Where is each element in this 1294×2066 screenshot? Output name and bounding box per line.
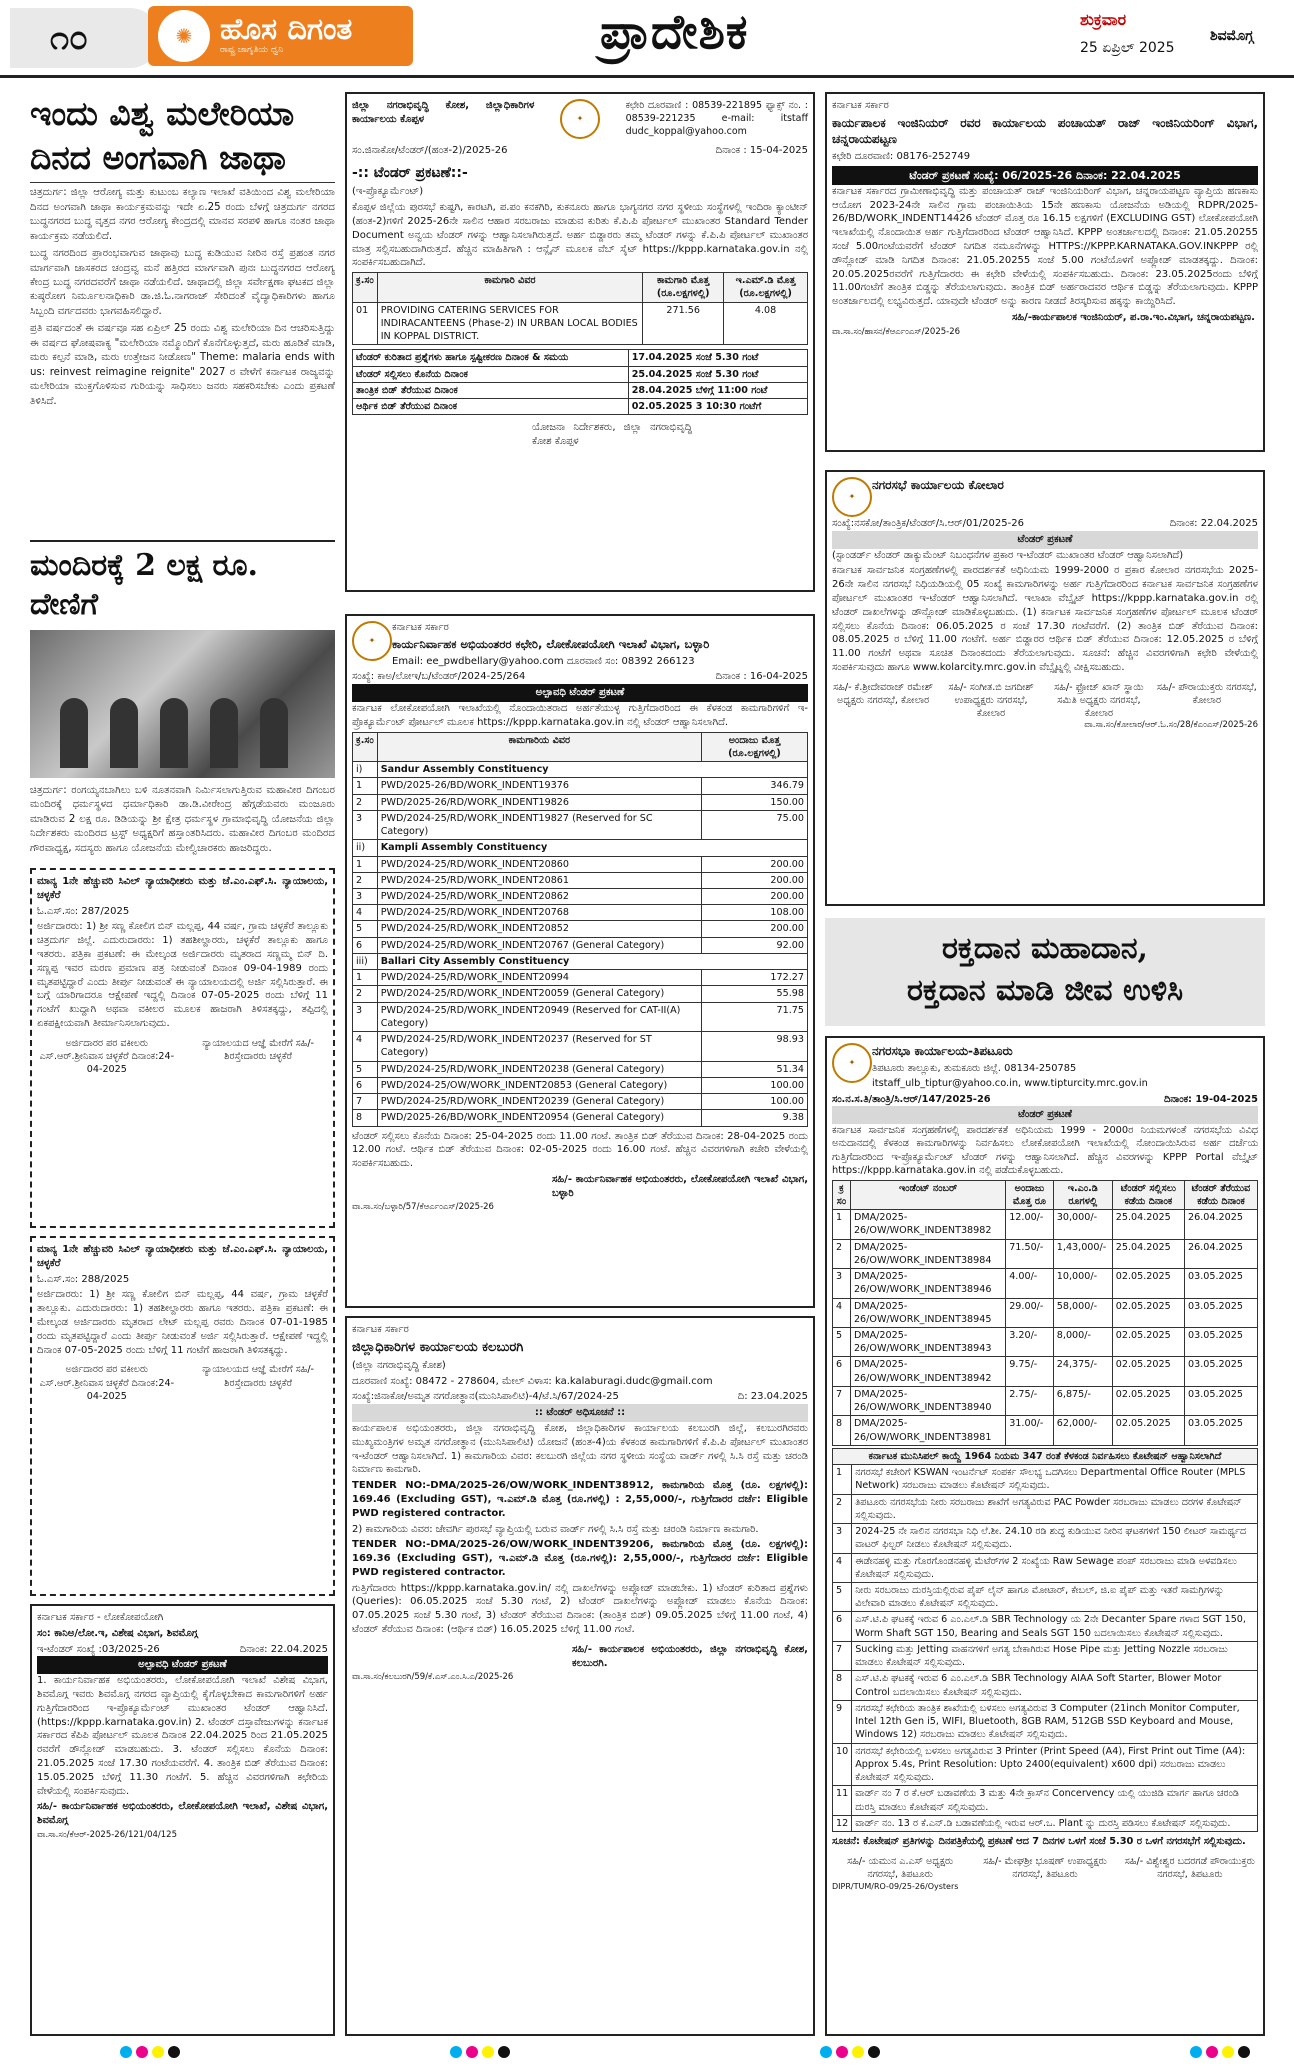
news-photo [30,630,335,778]
article-headline: ಇಂದು ವಿಶ್ವ ಮಲೇರಿಯಾ ದಿನದ ಅಂಗವಾಗಿ ಜಾಥಾ [30,94,295,177]
tender-signature: ಸಹಿ/- ಕಾರ್ಯನಿರ್ವಾಹಕ ಅಭಿಯಂತರರು, ಲೋಕೋಪಯೋಗಿ ಇಲಾಖೆ ವಿಭಾಗ, ಬಳ್ಳಾರಿ [552,1173,808,1199]
article-paragraph: ಚಿತ್ರದುರ್ಗ: ಜಿಲ್ಲಾ ಆರೋಗ್ಯ ಮತ್ತು ಕುಟುಂಬ ಕಲ್ಯಾಣ ಇಲಾಖೆ ವತಿಯಿಂದ ವಿಶ್ವ ಮಲೇರಿಯಾ ದಿನದ ಅಂಗವಾಗಿ ಜಾಥಾ ಕಾರ್ಯಕ್ರಮವನ್ನು ಇದೇ ಏ.25 ರಂದು ಬೆಳಗ್ಗೆ ಚಿತ್ರದುರ್ಗ ನಗರದ ಬುದ್ಧನಗರದ ಬುದ್ಧ ವೃತ್ತದ ನಗರ ಆರೋಗ್ಯ ಕೇಂದ್ರದಲ್ಲಿ ಮಾನವ ಸರಪಳಿ ಹಾಗೂ ನಂತರ ಜಾಥಾ ಕಾರ್ಯಕ್ರಮ ನಡೆಯಲಿದೆ. [30,187,335,242]
kalaburagi-tender [345,1316,815,2036]
table-row: 2 PWD/2024-25/RD/WORK_INDENT20059 (General Category) 55.98 [353,986,808,1002]
notice-title: ಮಾನ್ಯ 1ನೇ ಹೆಚ್ಚುವರಿ ಸಿವಿಲ್ ನ್ಯಾಯಾಧೀಶರು ಮತ್ತು ಜೆ.ಎಂ.ಎಫ್.ಸಿ. ನ್ಯಾಯಾಲಯ, ಚಳ್ಳಕೆರೆ [37,876,328,901]
advocate-signature: ಅರ್ಜಿದಾರರ ಪರ ವಕೀಲರು ಎಸ್.ಆರ್.ಶ್ರೀನಿವಾಸ ಚಳ್ಳಕೆರೆ ದಿನಾಂಕ:24-04-2025 [39,1364,175,1402]
office-name: ಕಾರ್ಯನಿರ್ವಾಹಕ ಅಭಿಯಂತರರ ಕಛೇರಿ, ಲೋಕೋಪಯೋಗಿ ಇಲಾಖೆ ವಿಭಾಗ, ಬಳ್ಳಾರಿ [392,636,710,651]
masthead [0,0,1294,78]
table-row: 4 DMA/2025-26/OW/WORK_INDENT38945 29.00/- 58,000/- 02.05.2025 03.05.2025 [833,1298,1258,1327]
tender-body: ಕರ್ನಾಟಕ ಸರ್ಕಾರದ ಗ್ರಾಮೀಣಾಭಿವೃದ್ಧಿ ಮತ್ತು ಪಂಚಾಯತ್ ರಾಜ್ ಇಂಜಿನಿಯರಿಂಗ್ ವಿಭಾಗ, ಚನ್ನರಾಯಪಟ್ಟಣ ವ್ಯಾಪ್ತಿಯ ಹಣಕಾಸು ಆಯೋಗ 2023-24ನೇ ಸಾಲಿನ ಗ್ರಾಮ ಪಂಚಾಯಿತಿಯ 15ನೇ ಹಣಕಾಸು ಯೋಜನೆಯ ಅಡಿಯಲ್ಲಿ RDPR/2025-26/BD/WORK_INDENT14426 ಟೆಂಡರ್ ಮೊತ್ತ ರೂ 16.15 ಲಕ್ಷಗಳಿಗೆ (EXCLUDING GST) ಲೋಕೋಪಯೋಗಿ ಇಲಾಖೆಯಲ್ಲಿ ನೊಂದಾಯಿತ ಅರ್ಹ ಗುತ್ತಿಗೆದಾರರಿಂದ ಟೆಂಡರ್ ಆಹ್ವಾನಿಸಿದೆ. KPPP ಅಂತರ್ಜಾಲದಲ್ಲಿ ದಿನಾಂಕ: 21.05.20255 ಸಂಜೆ 5.00ಗಂಟೆಯವರೆಗೆ ಟೆಂಡರ್ ನಿಗದಿತ ನಮೂನೆಗಳನ್ನು HTTPS://KPPP.KARNATAKA.GOV.INKPPP ರಲ್ಲಿ ಡೌನ್ಲೋಡ್ ಮಾಡಿ ನಿಗದಿತ ದಿನಾಂಕ: 21.05.20255 ಸಂಜೆ 5.00 ಗಂಟೆಯೊಳಗೆ ಅಪ್ಲೋಡ್ ಮಾಡತಕ್ಕದ್ದು. ದಿನಾಂಕ: 20.05.2025ರವರೆಗೆ ಗುತ್ತಿಗೆದಾರರು ಈ ಕಛೇರಿ ವೇಳೆಯಲ್ಲಿ ಸಂಪರ್ಕಿಸಬಹುದು. ದಿನಾಂಕ: 23.05.2025ರಂದು ಬೆಳಿಗ್ಗೆ 11.00ಗಂಟೆಗೆ ತಾಂತ್ರಿಕ ಬಿಡ್ಡನ್ನು ತೆರೆಯಲಾಗುವುದು. ತಾಂತ್ರಿಕ ಬಿಡ್ ಅರ್ಹರಾದವರ ಆರ್ಥಿಕ ಬಿಡ್ಡನ್ನು ತೆರೆಯಲಾಗುವುದು. KPPP ಅಂತರ್ಜಾಲದಲ್ಲಿ ಲಭ್ಯವಿರುತ್ತದೆ. ಯಾವುದೇ ಟೆಂಡರ್ ಅನ್ನು ಕಾರಣ ನೀಡದೆ ತಿರಸ್ಕರಿಸುವ ಹಕ್ಕನ್ನು ಕಾಯ್ದಿರಿಸಿದೆ. [832,185,1258,308]
table-row: 01 PROVIDING CATERING SERVICES FOR INDIRACANTEENS (Phase-2) IN URBAN LOCAL BODIES IN KOPPAL DISTRICT. 271.56 4.08 [353,302,808,345]
table-row: 6 ಎಸ್.ಟಿ.ಪಿ ಘಟಕಕ್ಕೆ ಇರುವ 6 ಎಂ.ಎಲ್.ಡಿ SBR Technology ಯ 2ನೇ Decanter Spare ಗಳಾದ SGT 150, Worm Shaft SGT 150, Bearing and Seals SGT 150 ಬದಲಾಯಿಸಲು ಕೊಟೇಷನ್ ಸಲ್ಲಿಸುವುದು. [833,1612,1258,1641]
advocate-signature: ಅರ್ಜಿದಾರರ ಪರ ವಕೀಲರು ಎಸ್.ಆರ್.ಶ್ರೀನಿವಾಸ ಚಳ್ಳಕೆರೆ ದಿನಾಂಕ:24-04-2025 [39,1037,175,1076]
karnataka-emblem-icon: ✦ [352,621,392,661]
office-subtitle: ತಿಪಟೂರು ತಾಲ್ಲೂಕು, ತುಮಕೂರು ಜಿಲ್ಲೆ. 08134-250785 [872,1062,1077,1074]
table-row: 4 PWD/2024-25/RD/WORK_INDENT20237 (Reserved for ST Category) 98.93 [353,1032,808,1061]
table-row: 6 DMA/2025-26/OW/WORK_INDENT38942 9.75/- 24,375/- 02.05.2025 03.05.2025 [833,1357,1258,1386]
table-row: 5 PWD/2024-25/RD/WORK_INDENT20852 200.00 [353,921,808,937]
table-row: 10 ನಗರಸಭೆ ಕಛೇರಿಯಲ್ಲಿ ಬಳಸಲು ಅಗತ್ಯವಿರುವ 3 Printer (Print Speed (A4), First Print out Time (A4): Approx 5.4s, Print Resolution: Upto 2400(equivalent) x600 dpi) ಸರಬರಾಜು ಮಾಡಲು ಕೊಟೇಷನ್ ಸಲ್ಲಿಸುವುದು. [833,1743,1258,1786]
table-row: 5 PWD/2024-25/RD/WORK_INDENT20238 (General Category) 51.34 [353,1061,808,1077]
table-row: 3 PWD/2024-25/RD/WORK_INDENT20862 200.00 [353,888,808,904]
tender-subtitle: (ಸ್ಟಾಂಡರ್ಡ್ ಟೆಂಡರ್ ಡಾಕ್ಯುಮೆಂಟ್ ನಿಬಂಧನೆಗಳ ಪ್ರಕಾರ ಇ-ಟೆಂಡರ್ ಮುಖಾಂತರ ಟೆಂಡರ್ ಆಹ್ವಾನಿಸಲಾಗಿದೆ) [832,549,1184,561]
table-row: ಆರ್ಥಿಕ ಬಿಡ್ ತೆರೆಯುವ ದಿನಾಂಕ 02.05.2025 3 10:30 ಗಂಟೆಗೆ [353,399,808,415]
table-row: 4 ಈಡೇನಹಳ್ಳಿ ಮತ್ತು ಗೊರಗೊಂಡನಹಳ್ಳಿ ಮೆಟೆರ್‌ಗಳ 2 ಸಂಖ್ಯೆಯ Raw Sewage ಪಂಪ್ ಸರಬರಾಜು ಮಾಡಿ ಅಳವಡಿಸಲು ಕೊಟೇಷನ್ ಸಲ್ಲಿಸುವುದು. [833,1553,1258,1582]
tender-body: ಕೊಪ್ಪಳ ಜಿಲ್ಲೆಯ ಪುರಸಭೆ ಕುಷ್ಟಗಿ, ಕಾರಟಗಿ, ಪ.ಪಂ ಕನಕಗಿರಿ, ಕುಕನೂರು ಹಾಗೂ ಭಾಗ್ಯನಗರ ನಗರ ಸ್ಥಳೀಯ ಸಂಸ್ಥೆಗಳಲ್ಲಿ ಇಂದಿರಾ ಕ್ಯಾಂಟೀನ್ (ಹಂತ-2)ಗಳಿಗೆ 2025-26ನೇ ಸಾಲಿನ ಆಹಾರ ಸರಬರಾಜು ಮಾಡುವ ಕುರಿತು ಕೆ.ಪಿ.ಪಿ ಪೋರ್ಟಲ್ ಮುಖಾಂತರ Standard Tender Document ಅನ್ವಯ ಟೆಂಡರ್ ಗಳನ್ನು ಆಹ್ವಾನಿಸಲಾಗಿರುತ್ತದೆ. ಅರ್ಹ ಬಿಡ್ದಾರರು ತಮ್ಮ ಟೆಂಡರ್ ಗಳನ್ನು ಕೆ.ಪಿ.ಪಿ ಪೋರ್ಟಲ್ ಮುಖಾಂತರ ಮಾತ್ರ ಸಲ್ಲಿಸಬಹುದಾಗಿರುತ್ತದೆ. ಹೆಚ್ಚಿನ ಮಾಹಿತಿಗಾಗಿ : ಆನ್ಲೈನ್ ಮೂಲಕ ವೆಬ್ ಸೈಟ್ https://kppp.karnataka.gov.in ನಲ್ಲಿ ಸಂಪರ್ಕಿಸಬಹುದಾಗಿದೆ. [352,202,808,269]
ad-reference: ವಾ.ಸಾ.ಸಂ/ಕೋಲಾರ/ಆರ್.ಓ.ಸಂ/28/ಕೆಎಂಎಸ್/2025-26 [1084,720,1258,731]
table-row: 2 PWD/2024-25/RD/WORK_INDENT20861 200.00 [353,872,808,888]
tender-item-1: TENDER NO:-DMA/2025-26/OW/WORK_INDENT38912, ಕಾಮಗಾರಿಯ ಮೊತ್ತ (ರೂ. ಲಕ್ಷಗಳಲ್ಲಿ): 169.46 (Excluding GST), ಇ.ಎಮ್.ಡಿ ಮೊತ್ತ (ರೂ.ಗಳಲ್ಲಿ) : 2,55,000/-, ಗುತ್ತಿಗೆದಾರರ ದರ್ಜೆ: Eligible PWD registered contractor. [352,1480,808,1519]
office-name: ಜಿಲ್ಲಾ ನಗರಾಭಿವೃದ್ಧಿ ಕೋಶ, ಜಿಲ್ಲಾಧಿಕಾರಿಗಳ ಕಾರ್ಯಾಲಯ ಕೊಪ್ಪಳ [352,100,535,125]
tender-subtitle: (ಇ-ಪ್ರೊಕ್ಯೂರ್ಮೆಂಟ್) [352,186,424,198]
tender-number: ಸಂಖ್ಯೆ:ನಸಕೋ/ತಾಂತ್ರಿಕ/ಟೆಂಡರ್/ಸಿ.ಆರ್/01/2025-26 [832,518,1024,529]
table-row: 6 PWD/2024-25/RD/WORK_INDENT20767 (General Category) 92.00 [353,937,808,953]
tender-dates-table [352,349,808,415]
tender-signature: ಸಹಿ/- ಕಾರ್ಯಪಾಲಕ ಅಭಿಯಂತರರು, ಜಿಲ್ಲಾ ನಗರಾಭಿವೃದ್ಧಿ ಕೋಶ, ಕಲಬುರಗಿ. [572,1643,808,1669]
court-signature: ನ್ಯಾಯಾಲಯದ ಆಜ್ಞೆ ಮೇರೆಗೆ ಸಹಿ/- ಶಿರಸ್ತೇದಾರರು ಚಳ್ಳಕೆರೆ [202,1037,315,1062]
table-group-row: ii) Kampli Assembly Constituency [353,840,808,856]
article-headline: ಮಂದಿರಕ್ಕೆ 2 ಲಕ್ಷ ರೂ. ದೇಣಿಗೆ [30,548,258,622]
quotation-table [832,1448,1258,1832]
tender-number: ಸಂ.ನ.ಸ.ತಿ/ತಾಂತ್ರಿ/ಸಿ.ಆರ್/147/2025-26 [832,1093,991,1105]
ad-reference: ವಾ.ಸಾ.ಸಂ/ಕೆಆರ್-2025-26/121/04/125 [37,1829,177,1840]
case-number: ಓ.ಎಸ್.ಸಂ: 288/2025 [37,1273,130,1285]
article-paragraph: ಚಿತ್ರದುರ್ಗ: ರಂಗಯ್ಯನಬಾಗಿಲು ಬಳಿ ನೂತನವಾಗಿ ನಿರ್ಮಿಸಲಾಗುತ್ತಿರುವ ಮಹಾವೀರ ದಿಗಂಬರ ಮಂದಿರಕ್ಕೆ ಧರ್ಮಸ್ಥಳದ ಧರ್ಮಾಧಿಕಾರಿ ಡಾ.ಡಿ.ವೀರೇಂದ್ರ ಹೆಗ್ಗಡೆಯವರು ಮಂಜೂರು ಮಾಡಿರುವ 2 ಲಕ್ಷ ರೂ. ಡಿಡಿಯನ್ನು ಶ್ರೀ ಕ್ಷೇತ್ರ ಧರ್ಮಸ್ಥಳ ಗ್ರಾಮಾಭಿವೃದ್ಧಿ ಯೋಜನೆಯ ಜಿಲ್ಲಾ ನಿರ್ದೇಶಕರು ಮಂದಿರದ ಟ್ರಸ್ಟ್ ಅಧ್ಯಕ್ಷರಿಗೆ ಹಸ್ತಾಂತರಿಸಿದರು. ಮಹಾವೀರ ದಿಗಂಬರ ಮಂದಿರದ ಗೌರವಾಧ್ಯಕ್ಷ, ಸದಸ್ಯರು ಹಾಗೂ ಯೋಜನೆಯ ಮೇಲ್ವಿಚಾರಕರು ಹಾಜರಿದ್ದರು. [30,785,335,854]
tender-date: ದಿನಾಂಕ : 15-04-2025 [715,145,808,157]
ad-reference: ವಾ.ಸಾ.ಸಂ/ಬಳ್ಳಾರಿ/57/ಕೆಆರ್ಎಂಎಸ್/2025-26 [352,1202,494,1213]
office-name: ಜಿಲ್ಲಾಧಿಕಾರಿಗಳ ಕಾರ್ಯಾಲಯ ಕಲಬುರಗಿ [352,1339,524,1355]
municipal-emblem-icon: ✦ [832,477,872,517]
table-row: 8 PWD/2025-26/BD/WORK_INDENT20954 (General Category) 9.38 [353,1110,808,1126]
tender-signature: ಯೋಜನಾ ನಿರ್ದೇಶಕರು, ಜಿಲ್ಲಾ ನಗರಾಭಿವೃದ್ಧಿ ಕೋಶ ಕೊಪ್ಪಳ [532,422,692,448]
case-number: ಓ.ಎಸ್.ಸಂ: 287/2025 [37,905,130,917]
table-row: 1 PWD/2024-25/RD/WORK_INDENT20860 200.00 [353,856,808,872]
court-notice-1 [30,868,335,1228]
signatory: ಸಹಿ/- ಪೌರಾಯುಕ್ತರು ನಗರಸಭೆ, ಕೋಲಾರ [1156,681,1257,706]
notice-body: ಅರ್ಜಿದಾರರು: 1) ಶ್ರೀ ಸಣ್ಣ ಕೋಲಿಗ ಬಿನ್ ಮಲ್ಲಪ್ಪ, 44 ವರ್ಷ, ಗ್ರಾಮ ಚಳ್ಳಕೆರೆ ತಾಲ್ಲೂಕು. ಎದುರುದಾರರು: 1) ತಹಶೀಲ್ದಾರರು ಹಾಗೂ ಇತರರು. ಪತ್ರಿಕಾ ಪ್ರಕಟಣೆ: ಈ ಮೇಲ್ಕಂಡ ಅರ್ಜಿದಾರರು ಮೃತರಾದ ಲೇಟ್ ಮಲ್ಲಪ್ಪ ರವರು ದಿನಾಂಕ 07-01-1985 ರಂದು ಮೃತಪಟ್ಟಿದ್ದಾರೆ ಎಂದು ತೀರ್ಪು ನೀಡುವಂತೆ ಅರ್ಜಿ ಸಲ್ಲಿಸಿರುತ್ತಾರೆ. ಆಕ್ಷೇಪಣೆ ಇದ್ದಲ್ಲಿ ದಿನಾಂಕ 07-05-2025 ರಂದು ಬೆಳಿಗ್ಗೆ 11 ಗಂಟೆಗೆ ಹಾಜರಾಗಿ ತಿಳಿಸತಕ್ಕದ್ದು. [37,1289,328,1356]
table-row: 9 ನಗರಸಭೆ ಕಛೇರಿಯ ತಾಂತ್ರಿಕ ಶಾಖೆಯಲ್ಲಿ ಬಳಸಲು ಅಗತ್ಯವಿರುವ 3 Computer (21inch Monitor Computer, Intel 12th Gen i5, WIFI, Bluetooth, 8GB RAM, 512GB SSD Keyboard and Mouse, Windows 12) ಸರಬರಾಜು ಮಾಡಲು ಕೊಟೇಷನ್ ಸಲ್ಲಿಸುವುದು. [833,1700,1258,1743]
tender-body: ಕರ್ನಾಟಕ ಸಾರ್ವಜನಿಕ ಸಂಗ್ರಹಣೆಗಳಲ್ಲಿ ಪಾರದರ್ಶಕತೆ ಅಧಿನಿಯಮ 1999-2000 ರ ಪ್ರಕಾರ ಕೋಲಾರ ನಗರಸಭೆಯ 2025-26ನೇ ಸಾಲಿನ ನಗರಸಭೆ ನಿಧಿಯಡಿಯಲ್ಲಿ 05 ಸಂಖ್ಯೆ ಕಾಮಗಾರಿಗಳನ್ನು ಅರ್ಹ ಗುತ್ತಿಗೆದಾರರಿಂದ ಕರ್ನಾಟಕ ಸಾರ್ವಜನಿಕ ಸಂಗ್ರಹಣೆಗಳ ಪೋರ್ಟಲ್ ಮುಖಾಂತರ ಇ-ಟೆಂಡರ್ ಆಹ್ವಾನಿಸಲಾಗಿದೆ. ಇಲಾಖಾ ವೆಬ್ಸೈಟ್ https://kppp.karnataka.gov.in ರಲ್ಲಿ ಟೆಂಡರ್ ದಾಖಲೆಗಳನ್ನು ಡೌನ್ಲೋಡ್ ಮಾಡಿಕೊಳ್ಳಬಹುದು. (1) ಕರ್ನಾಟಕ ಸಾರ್ವಜನಿಕ ಸಂಗ್ರಹಣೆಗಳ ಪೋರ್ಟಲ್ ಮೂಲಕ ಟೆಂಡರ್ ಸಲ್ಲಿಸಲು ಕೊನೆಯ ದಿನಾಂಕ: 06.05.2025 ರ ಸಂಜೆ 17.30 ಗಂಟೆವರೆಗೆ. (2) ತಾಂತ್ರಿಕ ಬಿಡ್ ತೆರೆಯುವ ದಿನಾಂಕ: 08.05.2025 ರ ಬೆಳಿಗ್ಗೆ 11.00 ಗಂಟೆಗೆ. ಅರ್ಹ ಬಿಡ್ದಾರರ ಆರ್ಥಿಕ ಬಿಡ್ ತೆರೆಯುವ ದಿನಾಂಕ: 12.05.2025 ರ ಬೆಳಿಗ್ಗೆ 11.00 ಗಂಟೆಗೆ ಅಥವಾ ಸೂಚಿತ ದಿನಾಂಕದಂದು ತೆರೆಯಲಾಗುವುದು. ಸೂಚನೆ: ಹೆಚ್ಚಿನ ವಿವರಗಳಿಗಾಗಿ ಕಛೇರಿ ವೇಳೆಯಲ್ಲಿ ಸಂಪರ್ಕಿಸುವುದು ಹಾಗೂ www.kolarcity.mrc.gov.in ವೆಬ್ಸೈಟ್ನಲ್ಲಿ ವೀಕ್ಷಿಸಬಹುದು. [832,565,1258,673]
kolar-tender [825,470,1265,906]
table-row: 5 ನೀರು ಸರಬರಾಜು ದುರಸ್ತಿಯಲ್ಲಿರುವ ಪೈಪ್ ಲೈನ್ ಹಾಗೂ ಮೋಟಾರ್, ಕೇಬಲ್, ಜಿ.ಐ ಪೈಪ್ ಮತ್ತು ಇತರೆ ಸಾಮಗ್ರಿಗಳನ್ನು ವಿಲೇವಾರಿ ಮಾಡಲು ಕೊಟೇಷನ್ ಸಲ್ಲಿಸುವುದು. [833,1583,1258,1612]
table-row: 3 2024-25 ನೇ ಸಾಲಿನ ನಗರಸಭಾ ನಿಧಿ ಲೆ.ಶೀ. 24.10 ರಡಿ ಶುದ್ಧ ಕುಡಿಯುವ ನೀರಿನ ಘಟಕಗಳಿಗೆ 150 ಲೀಟರ್ ಸಾಮರ್ಥ್ಯದ ವಾಟರ್ ಫಿಲ್ಟರ್ ನೀಡಲು ಕೊಟೇಷನ್ ಸಲ್ಲಿಸುವುದು. [833,1524,1258,1553]
table-row: 12 ವಾರ್ಡ್ ನಂ. 13 ರ ಕೆ.ಎನ್.ಡಿ ಬಡಾವಣೆಯಲ್ಲಿ ಇರುವ ಆರ್.ಒ. Plant ನ್ನು ದುರಸ್ತಿ ಪಡಿಸಲು ಕೊಟೇಷನ್ ಸಲ್ಲಿಸುವುದು. [833,1815,1258,1831]
tender-body: ಟೆಂಡರ್ ಸಲ್ಲಿಸಲು ಕೊನೆಯ ದಿನಾಂಕ: 25-04-2025 ರಂದು 11.00 ಗಂಟೆ. ತಾಂತ್ರಿಕ ಬಿಡ್ ತೆರೆಯುವ ದಿನಾಂಕ: 28-04-2025 ರಂದು 12.00 ಗಂಟೆ. ಆರ್ಥಿಕ ಬಿಡ್ ತೆರೆಯುವ ದಿನಾಂಕ: 02-05-2025 ರಂದು 16.00 ಗಂಟೆ. ಹೆಚ್ಚಿನ ವಿವರಗಳಿಗಾಗಿ ಕಚೇರಿ ವೇಳೆಯಲ್ಲಿ ಸಂಪರ್ಕಿಸಬಹುದು. [352,1130,808,1170]
quotation-header: ಕರ್ನಾಟಕ ಮುನಿಸಿಪಲ್ ಕಾಯ್ದೆ 1964 ನಿಯಮ 347 ರಂತೆ ಕೆಳಕಂಡ ನಿರ್ವಹಿಸಲು ಕೊಟೇಷನ್ ಆಹ್ವಾನಿಸಲಾಗಿದೆ [833,1448,1258,1464]
office-email: itstaff_ulb_tiptur@yahoo.co.in, www.tipturcity.mrc.gov.in [872,1078,1148,1090]
tender-body: ಕಾರ್ಯಪಾಲಕ ಅಭಿಯಂತರರು, ಜಿಲ್ಲಾ ನಗರಾಭಿವೃದ್ಧಿ ಕೋಶ, ಜಿಲ್ಲಾಧಿಕಾರಿಗಳ ಕಾರ್ಯಾಲಯ ಕಲಬುರಗಿ ಜಿಲ್ಲೆ, ಕಲಬುರಗಿರವರು ಮುಖ್ಯಮಂತ್ರಿಗಳ ಅಮೃತ ನಗರೋತ್ಥಾನ (ಮುನಿಸಿಪಾಲಿಟಿ) ಯೋಜನೆ (ಹಂತ-4)ಯ ಕೆಳಕಂಡ ಕಾಮಗಾರಿಗಳಿಗೆ ಕೆ.ಪಿ.ಪಿ ಪೋರ್ಟಲ್ ಮುಖಾಂತರ ಇ-ಟೆಂಡರ್ ಆಹ್ವಾನಿಸಲಾಗಿದೆ. 1) ಕಾಮಗಾರಿಯ ವಿವರ: ಕಲಬುರಗಿ ಜಿಲ್ಲೆಯ ನಗರ ಸ್ಥಳೀಯ ಸಂಸ್ಥೆಯ ವಾರ್ಡ್ ಗಳಲ್ಲಿ ಸಿ.ಸಿ ರಸ್ತೆ ಮತ್ತು ಚರಂಡಿ ನಿರ್ಮಾಣ ಕಾಮಗಾರಿ. [352,1422,808,1476]
tender-table: ಕ್ರ ಸಂ ಇಂಡೆಂಟ್ ನಂಬರ್ ಅಂದಾಜು ಮೊತ್ತ ರೂ ಇ.ಎಂ.ಡಿ ರೂಗಳಲ್ಲಿ ಟೆಂಡರ್ ಸಲ್ಲಿಸಲು ಕಡೆಯ ದಿನಾಂಕ ಟೆಂಡರ್ ತೆರೆಯುವ ಕಡೆಯ ದಿನಾಂಕ 1 DMA/2025-26/OW/WORK_INDENT38982 12.00/- 30,000/- 25.04.2025 26.04.2025 2 DMA/2025-26/OW/WORK_INDENT38984 71.50/- 1,43,000/- 25.04.2025 26.04.2025 3 DMA/2025-26/OW/WORK_INDENT38946 4.00/- 10,000/- 02.05.2025 03.05.2025 4 DMA/2025-26/OW/WORK_INDENT38945 29.00/- 58,000/- 02.05.2025 03.05.2025 5 DMA/2025-26/OW/WORK_INDENT38943 3.20/- 8,000/- 02.05.2025 03.05.2025 6 DMA/2025-26/OW/WORK_INDENT38942 9.75/- 24,375/- 02.05.2025 03.05.2025 7 DMA/2025-26/OW/WORK_INDENT38940 2.75/- 6,875/- 02.05.2025 03.05.2025 8 DMA/2025-26/OW/WORK_INDENT38981 31.00/- 62,000/- 02.05.2025 03.05.2025 [832,1180,1258,1446]
gov-line: ಕರ್ನಾಟಕ ಸರ್ಕಾರ - ಲೋಕೋಪಯೋಗಿ [37,1612,164,1623]
tender-band: ಟೆಂಡರ್ ಪ್ರಕಟಣೆ ಸಂಖ್ಯೆ: 06/2025-26 ದಿನಾಂಕ: 22.04.2025 [832,166,1258,185]
koppal-tender [345,92,815,592]
edition-city: ಶಿವಮೊಗ್ಗ [1210,28,1254,44]
tender-title: -:: ಟೆಂಡರ್ ಪ್ರಕಟಣೆ::- [352,165,468,182]
signatory: ಸಹಿ/- ಕೆ.ಶ್ರೀದೇವರಾಜ್ ರಮೇಶ್ ಅಧ್ಯಕ್ಷರು ನಗರಸಭೆ, ಕೋಲಾರ [833,681,934,706]
section-title: ಪ್ರಾದೇಶಿಕ [600,4,749,60]
banner-line-1: ರಕ್ತದಾನ ಮಹಾದಾನ, [941,931,1149,966]
tender-item-2: TENDER NO:-DMA/2025-26/OW/WORK_INDENT39206, ಕಾಮಗಾರಿಯ ಮೊತ್ತ (ರೂ. ಲಕ್ಷಗಳಲ್ಲಿ): 169.36 (Excluding GST), ಇ.ಎಮ್.ಡಿ ಮೊತ್ತ (ರೂ.ಗಳಲ್ಲಿ): 2,55,000/-, ಗುತ್ತಿಗೆದಾರರ ದರ್ಜೆ: Eligible PWD registered contractor. [352,1539,808,1578]
table-row: 8 DMA/2025-26/OW/WORK_INDENT38981 31.00/- 62,000/- 02.05.2025 03.05.2025 [833,1416,1258,1445]
notice-body: ಅರ್ಜಿದಾರರು: 1) ಶ್ರೀ ಸಣ್ಣ ಕೋಲಿಗ ಬಿನ್ ಮಲ್ಲಪ್ಪ, 44 ವರ್ಷ, ಗ್ರಾಮ ಚಳ್ಳಕೆರೆ ತಾಲ್ಲೂಕು ಚಿತ್ರದುರ್ಗ ಜಿಲ್ಲೆ. ಎದುರುದಾರರು: 1) ತಹಶೀಲ್ದಾರರು, ಚಳ್ಳಕೆರೆ ತಾಲ್ಲೂಕು ಹಾಗೂ ಇತರರು. ಪತ್ರಿಕಾ ಪ್ರಕಟಣೆ: ಈ ಮೇಲ್ಕಂಡ ಅರ್ಜಿದಾರರು ಮೃತರಾದ ಸಣ್ಣಮ್ಮ ಬಿನ್ ದಿ. ಸಣ್ಣಪ್ಪ ಇವರ ಮರಣ ಪ್ರಮಾಣ ಪತ್ರ ನೀಡುವಂತೆ ದಿನಾಂಕ 09-04-1989 ರಂದು ಮೃತಪಟ್ಟಿದ್ದಾರೆ ಎಂದು ತೀರ್ಪು ನೀಡುವಂತೆ ಈ ನ್ಯಾಯಾಲಯದಲ್ಲಿ ಅರ್ಜಿ ಸಲ್ಲಿಸಿರುತ್ತಾರೆ. ಈ ಬಗ್ಗೆ ಯಾರಿಗಾದರೂ ಆಕ್ಷೇಪಣೆ ಇದ್ದಲ್ಲಿ ದಿನಾಂಕ 07-05-2025 ರಂದು ಬೆಳಿಗ್ಗೆ 11 ಗಂಟೆಗೆ ಖುದ್ದಾಗಿ ಅಥವಾ ವಕೀಲರ ಮೂಲಕ ಹಾಜರಾಗಿ ತಿಳಿಸತಕ್ಕದ್ದು, ತಪ್ಪಿದಲ್ಲಿ ಏಕಪಕ್ಷೀಯವಾಗಿ ತೀರ್ಮಾನಿಸಲಾಗುವುದು. [37,921,328,1029]
tender-number: ಸಂಖ್ಯೆ:ಜಿನಾಕೋ/ಅಮೃತ ನಗರೋತ್ಥಾನ(ಮುನಿಸಿಪಾಲಿಟಿ)-4/ಟೆ.ಸಿ/67/2024-25 [352,1391,619,1403]
signatory: ಸಹಿ/- ಸಂಗೀತ.ಬಿ ಜಗದೀಶ್ ಉಪಾಧ್ಯಕ್ಷರು ನಗರಸಭೆ, ಕೋಲಾರ [948,681,1034,720]
table-row: 3 PWD/2024-25/RD/WORK_INDENT19827 (Reserved for SC Category) 75.00 [353,810,808,839]
table-row: 1 DMA/2025-26/OW/WORK_INDENT38982 12.00/- 30,000/- 25.04.2025 26.04.2025 [833,1210,1258,1239]
malaria-article [30,92,335,532]
table-row: 2 ತಿಪಟೂರು ನಗರಸಭೆಯ ನೀರು ಸರಬರಾಜು ಶಾಖೆಗೆ ಅಗತ್ಯವಿರುವ PAC Powder ಸರಬರಾಜು ಮಾಡಲು ದರಗಳ ಕೊಟೇಷನ್ ಸಲ್ಲಿಸುವುದು. [833,1494,1258,1523]
tender-intro: ಕರ್ನಾಟಕ ಲೋಕೋಪಯೋಗಿ ಇಲಾಖೆಯಲ್ಲಿ ನೊಂದಾಯಿತರಾದ ಅರ್ಹತೆಯುಳ್ಳ ಗುತ್ತಿಗೆದಾರರಿಂದ ಈ ಕೆಳಕಂಡ ಕಾಮಗಾರಿಗಳಿಗೆ ಇ-ಪ್ರೊಕ್ಯೂರ್ಮೆಂಟ್ ಪೋರ್ಟಲ್ ಮೂಲಕ https://kppp.karnataka.gov.in ನಲ್ಲಿ ಟೆಂಡರ್ ಆಹ್ವಾನಿಸಲಾಗಿದೆ. [352,703,808,728]
tender-number: ಸಂ.ಜಿನಾಕೋ/ಟೆಂಡರ್/(ಹಂತ-2)/2025-26 [352,145,508,157]
tender-table: ಕ್ರ.ಸಂ ಕಾಮಗಾರಿಯ ವಿವರ ಅಂದಾಜು ಮೊತ್ತ (ರೂ.ಲಕ್ಷಗಳಲ್ಲಿ) i) Sandur Assembly Constituency 1 PWD/2025-26/BD/WORK_INDENT19376 346.79 2 PWD/2025-26/RD/WORK_INDENT19826 150.00 3 PWD/2024-25/RD/WORK_INDENT19827 (Reserved for SC Category) 75.00 ii) Kampli Assembly Constituency 1 PWD/2024-25/RD/WORK_INDENT20860 200.00 2 PWD/2024-25/RD/WORK_INDENT20861 200.00 3 PWD/2024-25/RD/WORK_INDENT20862 200.00 4 PWD/2024-25/RD/WORK_INDENT20768 108.00 5 PWD/2024-25/RD/WORK_INDENT20852 200.00 6 PWD/2024-25/RD/WORK_INDENT20767 (General Category) 92.00 iii) Ballari City Assembly Constituency 1 PWD/2024-25/RD/WORK_INDENT20994 172.27 2 PWD/2024-25/RD/WORK_INDENT20059 (General Category) 55.98 3 PWD/2024-25/RD/WORK_INDENT20949 (Reserved for CAT-II(A) Category) 71.75 4 PWD/2024-25/RD/WORK_INDENT20237 (Reserved for ST Category) 98.93 5 PWD/2024-25/RD/WORK_INDENT20238 (General Category) 51.34 6 PWD/2024-25/OW/WORK_INDENT20853 (General Category) 100.00 7 PWD/2024-25/RD/WORK_INDENT20239 (General Category) 100.00 8 PWD/2025-26/BD/WORK_INDENT20954 (General Category) 9.38 [352,732,808,1127]
ad-reference: DIPR/TUM/RO-09/25-26/Oysters [832,1881,959,1891]
office-phone: ಕಛೇರಿ ದೂರವಾಣಿ: 08176-252749 [832,150,971,162]
notice-title: ಮಾನ್ಯ 1ನೇ ಹೆಚ್ಚುವರಿ ಸಿವಿಲ್ ನ್ಯಾಯಾಧೀಶರು ಮತ್ತು ಜೆ.ಎಂ.ಎಫ್.ಸಿ. ನ್ಯಾಯಾಲಯ, ಚಳ್ಳಕೆರೆ [37,1244,328,1269]
gov-line: ಕರ್ನಾಟಕ ಸರ್ಕಾರ [832,100,889,111]
tender-band: ಟೆಂಡರ್ ಪ್ರಕಟಣೆ [832,1106,1258,1124]
karnataka-emblem-icon: ✦ [560,99,600,139]
brand-tagline: ರಾಷ್ಟ್ರ ಜಾಗೃತಿಯ ಧ್ವನಿ [220,45,284,55]
table-row: 3 PWD/2024-25/RD/WORK_INDENT20949 (Reserved for CAT-II(A) Category) 71.75 [353,1002,808,1031]
table-row: 7 Sucking ಮತ್ತು Jetting ವಾಹನಗಳಿಗೆ ಅಗತ್ಯ ಬೇಕಾಗಿರುವ Hose Pipe ಮತ್ತು Jetting Nozzle ಸರಬರಾಜು ಮಾಡಲು ಕೊಟೇಷನ್ ಸಲ್ಲಿಸುವುದು. [833,1641,1258,1670]
office-contact: ದೂರವಾಣಿ ಸಂಖ್ಯೆ: 08472 - 278604, ಮೇಲ್ ವಿಳಾಸ: ka.kalaburagi.dudc@gmail.com [352,1375,713,1387]
table-row: ಟೆಂಡರ್ ಸಲ್ಲಿಸಲು ಕೊನೆಯ ದಿನಾಂಕ 25.04.2025 ಸಂಜೆ 5.30 ಗಂಟೆ [353,366,808,382]
pwd-shimoga-tender [30,1604,335,2036]
article-paragraph: ಪ್ರತಿ ವರ್ಷದಂತೆ ಈ ವರ್ಷವೂ ಸಹ ಏಪ್ರಿಲ್ 25 ರಂದು ವಿಶ್ವ ಮಲೇರಿಯಾ ದಿನ ಆಚರಿಸುತ್ತಿದ್ದು ಈ ವರ್ಷದ ಘೋಷವಾಕ್ಯ "ಮಲೇರಿಯಾ ನಮ್ಮೊಂದಿಗೆ ಕೊನೆಗೊಳ್ಳುತ್ತದೆ, ಮರು ಹೂಡಿಕೆ ಮಾಡಿ, ಮರು ಕಲ್ಪನೆ ಮಾಡಿ, ಮರು ಉತ್ತೇಜನ ನೀಡೋಣ" Theme: malaria ends with us: reinvest reimagine reignite" 2027 ರ ವೇಳೆಗೆ ಕರ್ನಾಟಕ ರಾಜ್ಯವನ್ನು ಮಲೇರಿಯಾ ಮುಕ್ತಗೊಳಿಸುವ ಗುರಿಯನ್ನು ಸಾಧಿಸಲು ಜನರು ಸಹಕರಿಸಬೇಕು ಎಂದು ಪ್ರಕಟಣೆ ತಿಳಿಸಿದೆ. [30,323,335,407]
tender-table: ಕ್ರ.ಸಂ ಕಾಮಗಾರಿ ವಿವರ ಕಾಮಗಾರಿ ಮೊತ್ತ (ರೂ.ಲಕ್ಷಗಳಲ್ಲಿ) ಇ.ಎಮ್.ಡಿ ಮೊತ್ತ (ರೂ.ಲಕ್ಷಗಳಲ್ಲಿ) 01 PROVIDING CATERING SERVICES FOR INDIRACANTEENS (Phase-2) IN URBAN LOCAL BODIES IN KOPPAL DISTRICT. 271.56 4.08 [352,272,808,345]
gov-line: ಕರ್ನಾಟಕ ಸರ್ಕಾರ [352,1324,409,1335]
table-row: 6 PWD/2024-25/OW/WORK_INDENT20853 (General Category) 100.00 [353,1077,808,1093]
channarayapatna-tender [825,92,1265,452]
table-row: 2 PWD/2025-26/RD/WORK_INDENT19826 150.00 [353,794,808,810]
issue-day: ಶುಕ್ರವಾರ [1080,10,1127,29]
tender-number: ಇ-ಟೆಂಡರ್ ಸಂಖ್ಯೆ :03/2025-26 [37,1643,160,1655]
office-contact: ಕಛೇರಿ ದೂರವಾಣಿ : 08539-221895 ಫ್ಯಾಕ್ಸ್ ನಂ. : 08539-221235 e-mail: itstaff dudc_koppal@yahoo.com [625,100,808,138]
signatory: ಸಹಿ/- ಯಮುನ ಎ.ಎಸ್ ಅಧ್ಯಕ್ಷರು ನಗರಸಭೆ, ತಿಪಟೂರು [847,1855,954,1880]
tiptur-tender [825,1036,1265,2036]
page-number: ೧೦ [10,8,160,68]
signatory: ಸಹಿ/- ವಿಶ್ವೇಶ್ವರ ಬದರಗಡೆ ಪೌರಾಯುಕ್ತರು ನಗರಸಭೆ, ತಿಪಟೂರು [1124,1855,1255,1880]
bellary-tender [345,614,815,1308]
tender-date: ದಿನಾಂಕ: 22.04.2025 [239,1643,328,1655]
tender-body: ಕರ್ನಾಟಕ ಸಾರ್ವಜನಿಕ ಸಂಗ್ರಹಣೆಗಳಲ್ಲಿ ಪಾರದರ್ಶಕತೆ ಅಧಿನಿಯಮ 1999 - 2000ರ ನಿಯಮಗಳಂತೆ ನಗರಸಭೆಯ ವಿವಿಧ ಅನುದಾನದಲ್ಲಿ ಕೆಳಕಂಡ ಕಾಮಗಾರಿಗಳನ್ನು ನಿರ್ವಹಿಸಲು ಲೋಕೋಪಯೋಗಿ ಇಲಾಖೆಯಲ್ಲಿ ನೋಂದಾಯಿಸಿರುವ ಅರ್ಹ ದರ್ಜೆಯ ಗುತ್ತಿಗೆದಾರರಿಂದ ಇ-ಪ್ರೊಕ್ಯೂರ್ಮೆಂಟ್ ಟೆಂಡರ್ ಗಳನ್ನು ಆಹ್ವಾನಿಸಲಾಗಿದೆ. ಹೆಚ್ಚಿನ ವಿವರಗಳನ್ನು KPPP Portal ವೆಬ್ಸೈಟ್ https://kppp.karnataka.gov.in ನಲ್ಲಿ ಪಡೆದುಕೊಳ್ಳಬಹುದು. [832,1124,1258,1177]
tender-date: ದಿನಾಂಕ : 16-04-2025 [715,671,808,683]
ad-reference: ವಾ.ಸಾ.ಸಂ/ಕಲಬುರಗಿ/59/ಕೆ.ಎಸ್.ಎಂ.ಸಿ.ಎ/2025-26 [352,1672,514,1683]
gov-line: ಕರ್ನಾಟಕ ಸರ್ಕಾರ [392,622,449,633]
table-row: 7 DMA/2025-26/OW/WORK_INDENT38940 2.75/- 6,875/- 02.05.2025 03.05.2025 [833,1386,1258,1415]
table-row: 2 DMA/2025-26/OW/WORK_INDENT38984 71.50/- 1,43,000/- 25.04.2025 26.04.2025 [833,1239,1258,1268]
tender-date: ದಿನಾಂಕ: 19-04-2025 [1164,1093,1258,1105]
signatory: ಸಹಿ/- ಮೇಘಶ್ರೀ ಭೂಷಣ್ ಉಪಾಧ್ಯಕ್ಷರು ನಗರಸಭೆ, ತಿಪಟೂರು [983,1855,1107,1880]
table-row: 1 ನಗರಸಭೆ ಕಚೇರಿಗೆ KSWAN ಇಂಟರ್ನೆಟ್ ಸಂಪರ್ಕ ಸೌಲಭ್ಯ ಒದಗಿಸಲು Departmental Office Router (MPLS Network) ಸರಬರಾಜು ಮಾಡಲು ಕೊಟೇಷನ್ ಸಲ್ಲಿಸುವುದು. [833,1465,1258,1494]
banner-line-2: ರಕ್ತದಾನ ಮಾಡಿ ಜೀವ ಉಳಿಸಿ [906,973,1184,1008]
signatory: ಸಹಿ/- ಫ್ರೋಜ್ ಖಾನ್ ಸ್ಥಾಯಿ ಸಮಿತಿ ಅಧ್ಯಕ್ಷರು ನಗರಸಭೆ, ಕೋಲಾರ [1054,681,1144,720]
table-row: 1 PWD/2025-26/BD/WORK_INDENT19376 346.79 [353,778,808,794]
office-name: ನಗರಸಭೆ ಕಾರ್ಯಾಲಯ ಕೋಲಾರ [872,478,1004,492]
print-registration-marks [0,2046,1294,2062]
table-row: 1 PWD/2024-25/RD/WORK_INDENT20994 172.27 [353,970,808,986]
office-title: ಸಂ: ಕಾನಿಅ/ಲೋ.ಇ, ವಿಶೇಷ ವಿಭಾಗ, ಶಿವಮೊಗ್ಗ [37,1627,198,1639]
table-row: 11 ವಾರ್ಡ್ ನಂ 7 ರ ಕೆ.ಆರ್ ಬಡಾವಣೆಯ 3 ಮತ್ತು 4ನೇ ಕ್ರಾಸ್‌ನ Concervency ಯಲ್ಲಿ ಯುಜಿಡಿ ಮಾರ್ಗ ಹಾಗೂ ಚರಂಡಿ ದುರಸ್ತಿ ಮಾಡಲು ಕೊಟೇಷನ್ ಸಲ್ಲಿಸುವುದು. [833,1786,1258,1815]
table-row: 4 PWD/2024-25/RD/WORK_INDENT20768 108.00 [353,905,808,921]
table-row: 5 DMA/2025-26/OW/WORK_INDENT38943 3.20/- 8,000/- 02.05.2025 03.05.2025 [833,1328,1258,1357]
temple-article [30,540,335,860]
office-subtitle: (ಜಿಲ್ಲಾ ನಗರಾಭಿವೃದ್ಧಿ ಕೋಶ) [352,1359,446,1371]
tender-date: ದಿನಾಂಕ: 22.04.2025 [1169,518,1258,529]
tender-body: 1. ಕಾರ್ಯನಿರ್ವಾಹಕ ಅಭಿಯಂತರರು, ಲೋಕೋಪಯೋಗಿ ಇಲಾಖೆ ವಿಶೇಷ ವಿಭಾಗ, ಶಿವಮೊಗ್ಗ ಇವರು ಶಿವಮೊಗ್ಗ ನಗರದ ವ್ಯಾಪ್ತಿಯಲ್ಲಿ ಕೈಗೊಳ್ಳಬೇಕಾದ ಕಾಮಗಾರಿಗಳಿಗೆ ಅರ್ಹ ಗುತ್ತಿಗೆದಾರರಿಂದ ಇ-ಪ್ರೊಕ್ಯೂರ್ಮೆಂಟ್ ಮುಖಾಂತರ ಟೆಂಡರ್ ಆಹ್ವಾನಿಸಿದೆ. (https://kppp.karnataka.gov.in) 2. ಟೆಂಡರ್ ದಸ್ತಾವೇಜುಗಳನ್ನು ಕರ್ನಾಟಕ ಸರ್ಕಾರದ ಕೆಪಿಪಿ ಪೋರ್ಟಲ್ ಮೂಲಕ ದಿನಾಂಕ 22.04.2025 ರಿಂದ 21.05.2025 ರವರೆಗೆ ಡೌನ್ಲೋಡ್ ಮಾಡಬಹುದು. 3. ಟೆಂಡರ್ ಸಲ್ಲಿಸಲು ಕೊನೆಯ ದಿನಾಂಕ: 21.05.2025 ಸಂಜೆ 17.30 ಗಂಟೆಯವರೆಗೆ. 4. ತಾಂತ್ರಿಕ ಬಿಡ್ ತೆರೆಯುವ ದಿನಾಂಕ: 15.05.2025 ಬೆಳಿಗ್ಗೆ 11.30 ಗಂಟೆಗೆ. 5. ಹೆಚ್ಚಿನ ವಿವರಗಳಿಗಾಗಿ ಕಛೇರಿಯ ವೇಳೆಯಲ್ಲಿ ಸಂಪರ್ಕಿಸುವುದು. [37,1675,328,1797]
tender-signature: ಸಹಿ/-ಕಾರ್ಯಪಾಲಕ ಇಂಜಿನಿಯರ್, ಪ.ರಾ.ಇಂ.ವಿಭಾಗ, ಚನ್ನರಾಯಪಟ್ಟಣ. [1012,312,1255,324]
tender-number: ಸಂಖ್ಯೆ: ಕಾಅ/ಲೋಇ/ಬ/ಟೆಂಡರ್/2024-25/264 [352,671,526,683]
tender-band: ಅಲ್ಪಾವಧಿ ಟೆಂಡರ್ ಪ್ರಕಟಣೆ [37,1656,328,1674]
table-row: ತಾಂತ್ರಿಕ ಬಿಡ್ ತೆರೆಯುವ ದಿನಾಂಕ 28.04.2025 ಬೆಳಿಗ್ಗೆ 11:00 ಗಂಟೆ [353,382,808,398]
tender-date: ದಿ: 23.04.2025 [737,1391,808,1403]
issue-date: 25 ಏಪ್ರಿಲ್ 2025 [1080,40,1175,56]
tender-note: ಸೂಚನೆ: ಕೊಟೇಷನ್ ಪ್ರತಿಗಳನ್ನು ದಿನಪತ್ರಿಕೆಯಲ್ಲಿ ಪ್ರಕಟಣೆ ಆದ 7 ದಿನಗಳ ಒಳಗೆ ಸಂಜೆ 5.30 ರ ಒಳಗೆ ನಗರಸಭೆಗೆ ಸಲ್ಲಿಸುವುದು. [832,1835,1246,1847]
table-group-row: iii) Ballari City Assembly Constituency [353,953,808,969]
court-signature: ನ್ಯಾಯಾಲಯದ ಆಜ್ಞೆ ಮೇರೆಗೆ ಸಹಿ/- ಶಿರಸ್ತೇದಾರರು ಚಳ್ಳಕೆರೆ [202,1364,315,1389]
court-notice-2 [30,1236,335,1596]
tender-signature: ಸಹಿ/- ಕಾರ್ಯನಿರ್ವಾಹಕ ಅಭಿಯಂತರರು, ಲೋಕೋಪಯೋಗಿ ಇಲಾಖೆ, ವಿಶೇಷ ವಿಭಾಗ, ಶಿವಮೊಗ್ಗ [37,1801,328,1827]
table-row: 3 DMA/2025-26/OW/WORK_INDENT38946 4.00/- 10,000/- 02.05.2025 03.05.2025 [833,1269,1258,1298]
article-paragraph: ಬುದ್ಧ ನಗರದಿಂದ ಪ್ರಾರಂಭವಾಗುವ ಜಾಥಾವು ಬುದ್ಧ ಕುಡಿಯುವ ನೀರಿನ ರಸ್ತೆ ಪ್ರಹಂತ ನಗರ ಮಾರ್ಗವಾಗಿ ಜಾಸಕರದ ಚಂದ್ರವ್ವ ಮನೆ ಹತ್ತಿರದ ಮಾರ್ಗವಾಗಿ ಪುನಃ ಬುದ್ಧನಗರದ ಆರೋಗ್ಯ ಕೇಂದ್ರ ಬುದ್ಧ ನಗರದವರೆಗೆ ಜಾಥಾ ನಡೆಯಲಿದೆ. ಜಾಥಾದಲ್ಲಿ ಜಿಲ್ಲಾ ಸರ್ವೇಕ್ಷಣಾ ಘಟಕದ ಜಿಲ್ಲಾ ಕುಷ್ಠರೋಗ ನಿರ್ಮೂಲನಾಧಿಕಾರಿ ಡಾ.ಜಿ.ಓ.ನಾಗರಾಜ್ ಸೇರಿದಂತೆ ವೈದ್ಯಾಧಿಕಾರಿಗಳು ಹಾಗೂ ಸಿಬ್ಬಂದಿ ವರ್ಗದವರು ಭಾಗವಹಿಸಲಿದ್ದಾರೆ. [30,248,335,317]
brand-name: ಹೊಸ ದಿಗಂತ [220,12,353,47]
municipal-emblem-icon: ✦ [832,1043,872,1083]
table-group-row: i) Sandur Assembly Constituency [353,762,808,778]
tender-body-2: 2) ಕಾಮಗಾರಿಯ ವಿವರ: ಜೇವರ್ಗಿ ಪುರಸಭೆ ವ್ಯಾಪ್ತಿಯಲ್ಲಿ ಬರುವ ವಾರ್ಡ್ ಗಳಲ್ಲಿ ಸಿ.ಸಿ ರಸ್ತೆ ಮತ್ತು ಚರಂಡಿ ನಿರ್ಮಾಣ ಕಾಮಗಾರಿ. [352,1523,759,1535]
brand-emblem-icon: ✺ [158,10,210,62]
ad-reference: ವಾ.ಸಾ.ಸಂ/ಹಾಸನ/ಕೆಆರ್ಎಂಎಸ್/2025-26 [832,326,961,337]
table-row: 8 ಎಸ್.ಟಿ.ಪಿ ಘಟಕಕ್ಕೆ ಇರುವ 6 ಎಂ.ಎಲ್.ಡಿ SBR Technology AIAA Soft Starter, Blower Motor Control ಬದಲಾಯಿಸಲು ಕೊಟೇಷನ್ ಸಲ್ಲಿಸುವುದು. [833,1671,1258,1700]
table-row: 7 PWD/2024-25/RD/WORK_INDENT20239 (General Category) 100.00 [353,1094,808,1110]
office-name: ಕಾರ್ಯಪಾಲಕ ಇಂಜಿನಿಯರ್ ರವರ ಕಾರ್ಯಾಲಯ ಪಂಚಾಯತ್ ರಾಜ್ ಇಂಜಿನಿಯರಿಂಗ್ ವಿಭಾಗ, ಚನ್ನರಾಯಪಟ್ಟಣ [832,115,1258,147]
tender-band: :: ಟೆಂಡರ್ ಅಧಿಸೂಚನೆ :: [352,1404,808,1422]
tender-band: ಟೆಂಡರ್ ಪ್ರಕಟಣೆ [832,531,1258,549]
blood-donation-banner [825,918,1265,1026]
office-email: Email: ee_pwdbellary@yahoo.com ದೂರವಾಣಿ ಸಂ: 08392 266123 [392,655,695,667]
tender-body-3: ಗುತ್ತಿಗೆದಾರರು https://kppp.karnataka.gov.in/ ನಲ್ಲಿ ದಾಖಲೆಗಳನ್ನು ಅಪ್ಲೋಡ್ ಮಾಡಬೇಕು. 1) ಟೆಂಡರ್ ಕುರಿತಾದ ಪ್ರಶ್ನೆಗಳು (Queries): 06.05.2025 ಸಂಜೆ 5.30 ಗಂಟೆ, 2) ಟೆಂಡರ್ ದಾಖಲೆಗಳನ್ನು ಅಪ್ಲೋಡ್ ಮಾಡಲು ಕೊನೆಯ ದಿನಾಂಕ: 07.05.2025 ಸಂಜೆ 5.30 ಗಂಟೆ, 3) ಟೆಂಡರ್ ತೆರೆಯುವ ದಿನಾಂಕ: (ತಾಂತ್ರಿಕ ಬಿಡ್) 09.05.2025 ಬೆಳಿಗ್ಗೆ 11.00 ಗಂಟೆ, 4) ಟೆಂಡರ್ ತೆರೆಯುವ ದಿನಾಂಕ: (ಆರ್ಥಿಕ ಬಿಡ್) 16.05.2025 ಬೆಳಿಗ್ಗೆ 11.00 ಗಂಟೆ. [352,1582,808,1636]
table-row: ಟೆಂಡರ್ ಕುರಿತಾದ ಪ್ರಶ್ನೆಗಳು ಹಾಗೂ ಸ್ಪಷ್ಟೀಕರಣ ದಿನಾಂಕ & ಸಮಯ 17.04.2025 ಸಂಜೆ 5.30 ಗಂಟೆ [353,350,808,366]
office-name: ನಗರಸಭಾ ಕಾರ್ಯಾಲಯ-ತಿಪಟೂರು [872,1044,1013,1058]
tender-band: ಅಲ್ಪಾವಧಿ ಟೆಂಡರ್ ಪ್ರಕಟಣೆ [352,684,808,702]
